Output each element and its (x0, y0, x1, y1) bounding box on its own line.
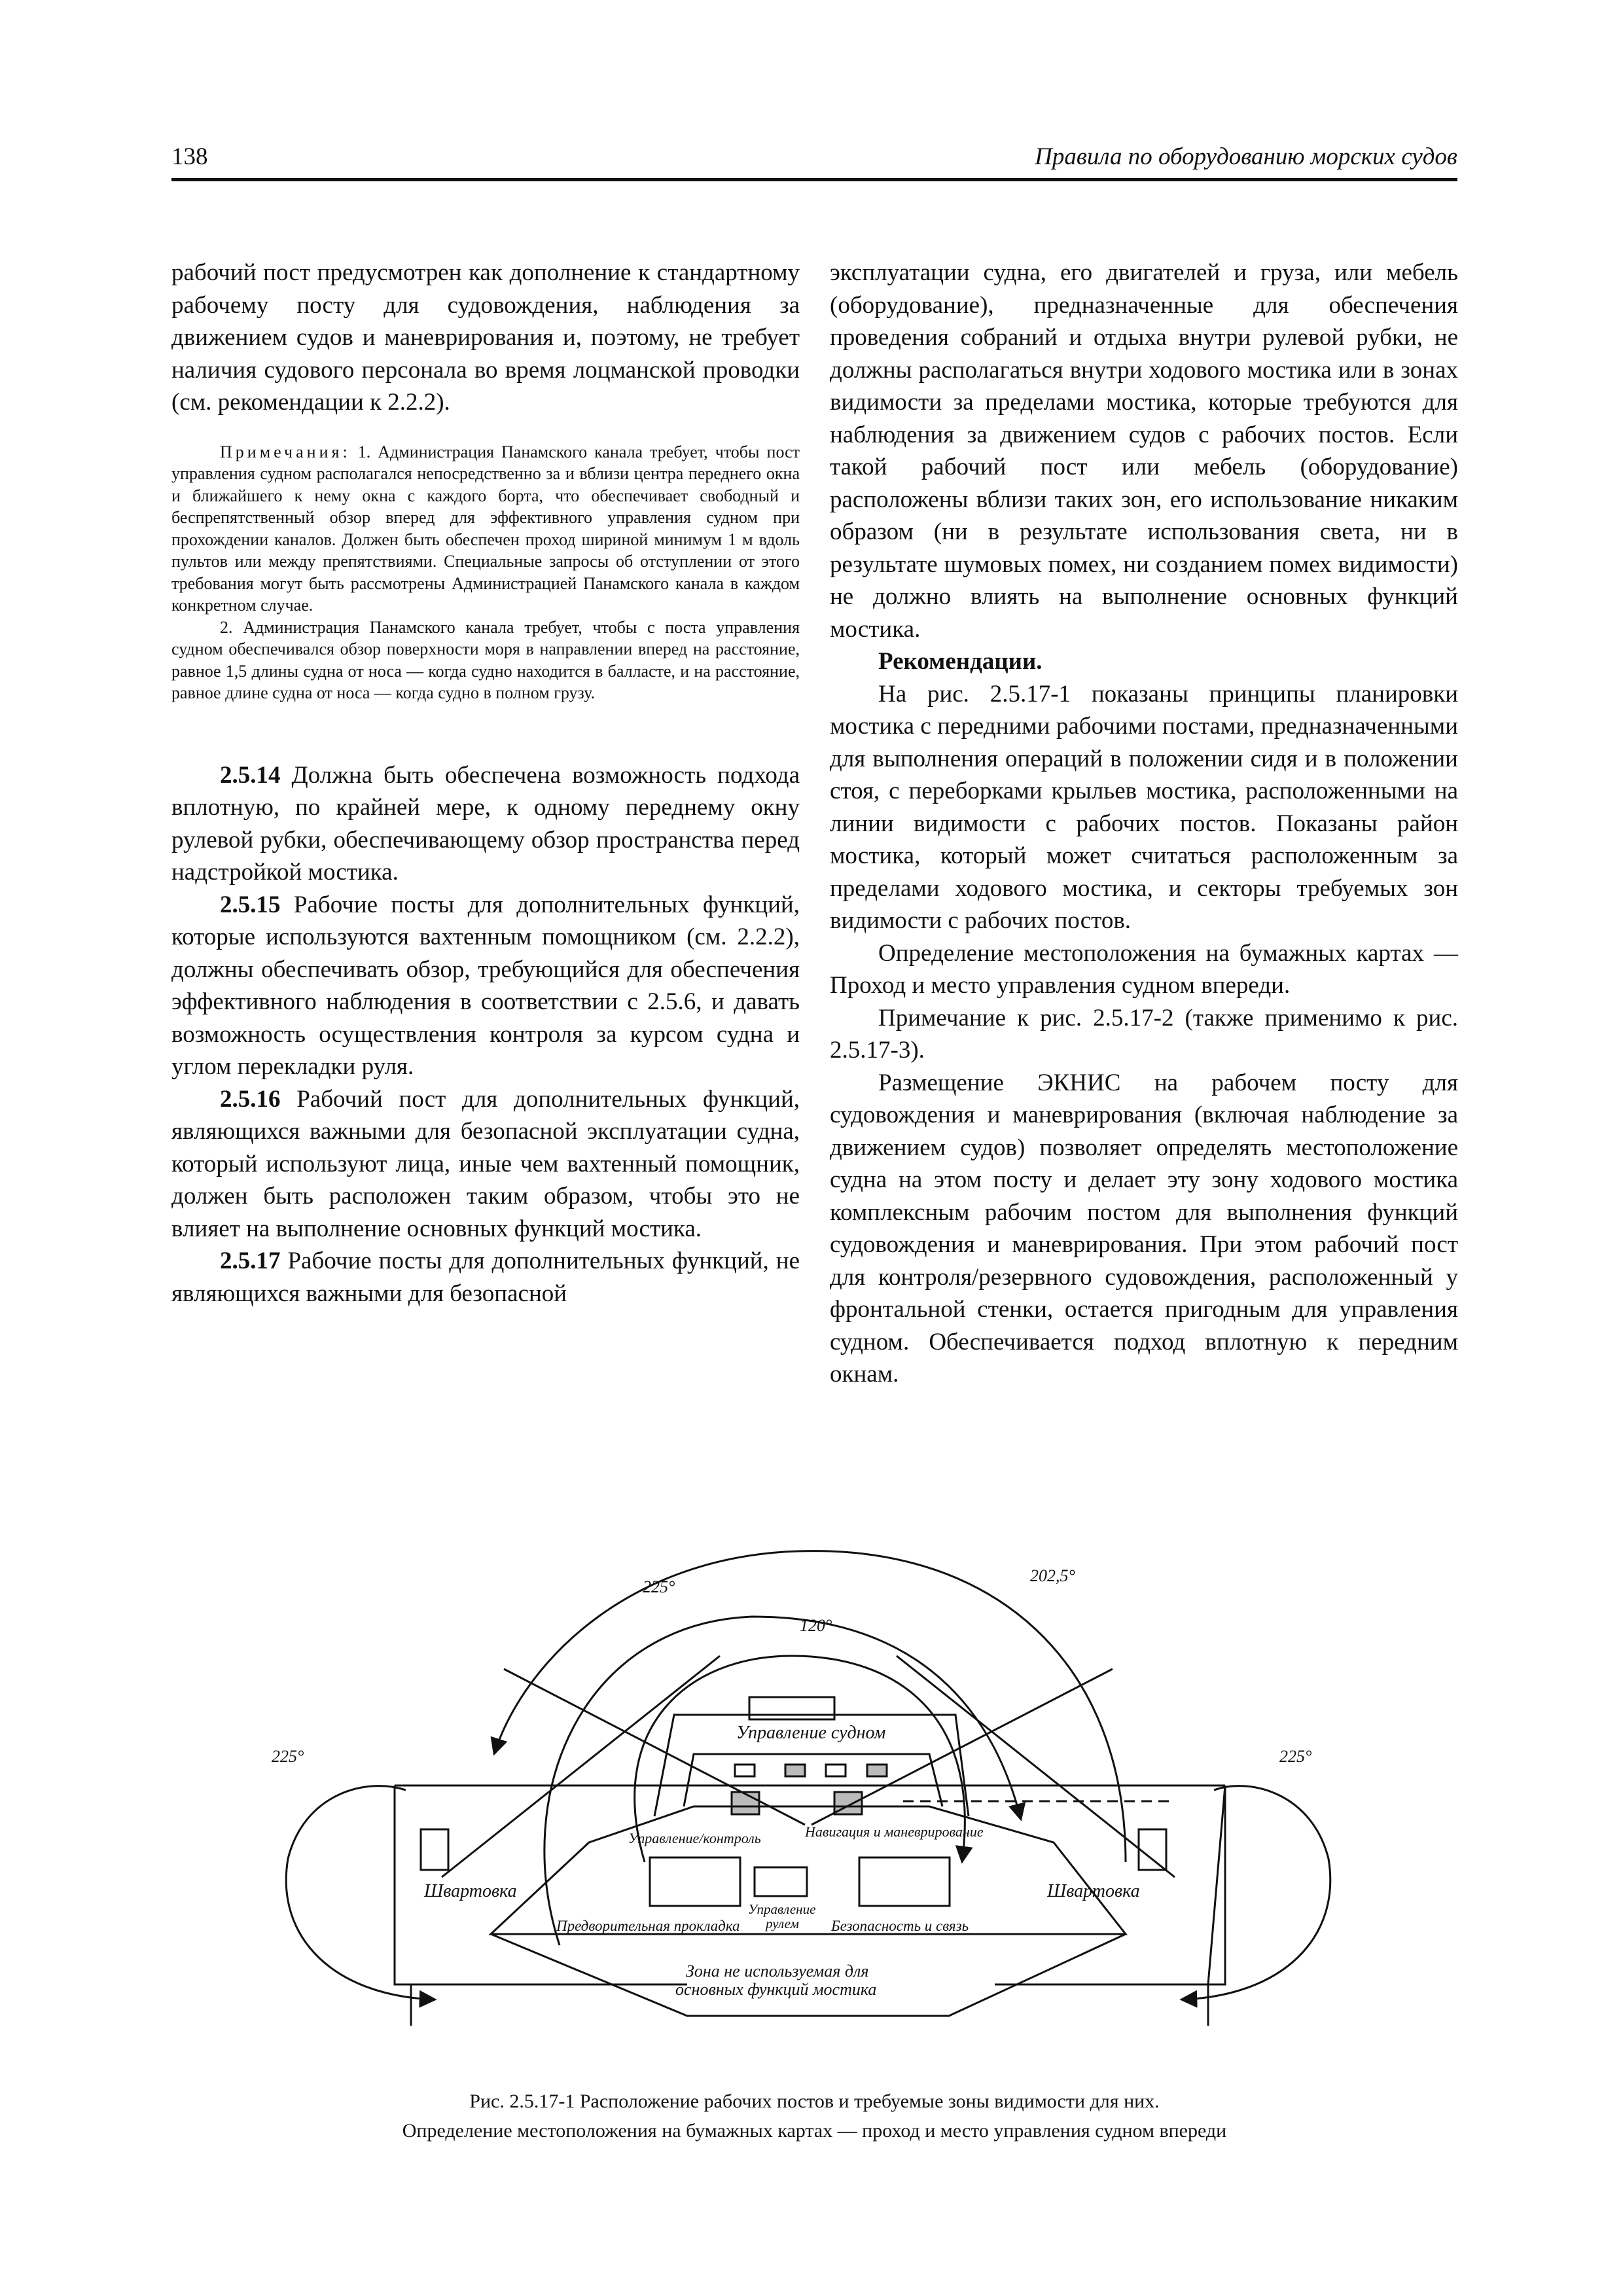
angle-label: 225° (643, 1577, 675, 1596)
section-2-5-14 (171, 759, 800, 889)
label-nav-maneuvering: Навигация и маневрирование (805, 1823, 984, 1840)
section-2-5-16 (171, 1083, 800, 1246)
running-title: Правила по оборудованию морских судов (1035, 143, 1457, 170)
left-column (171, 257, 800, 1310)
page-number: 138 (171, 143, 208, 170)
section-text: Должна быть обеспечена возможность подхода вплотную, по крайней мере, к одному переднему окну рулевой рубки, обеспечивающему обзор пространства перед надстройкой мостика. (171, 761, 800, 886)
angle-label: 120° (800, 1616, 832, 1635)
section-number: 2.5.15 (220, 891, 281, 918)
section-text: Рабочие посты для дополнительных функций, не являющихся важными для безопасной (171, 1247, 800, 1307)
header-rule (171, 178, 1457, 181)
label-safety-comm: Безопасность и связь (831, 1918, 969, 1934)
label-control-monitoring: Управление/контроль (628, 1830, 761, 1846)
section-2-5-17 (171, 1245, 800, 1310)
section-2-5-15 (171, 889, 800, 1083)
notes-label: Примечания: (220, 442, 351, 461)
workstation-box (650, 1857, 740, 1906)
note-2: 2. Администрация Панамского канала требует, чтобы с поста управления судном обеспечивался обзор поверхности моря в направлении вперед на расстояние, равное 1,5 длины судна от носа — когда судно находится в балласте, и на расстояние, равное длине судна от носа — когда судно в полном грузу. (171, 617, 800, 702)
figure-bridge-layout (0, 1518, 1623, 2147)
console-small-box (785, 1765, 805, 1776)
right-column (830, 257, 1458, 1391)
paragraph-continuation: эксплуатации судна, его двигателей и груза, или мебель (оборудование), предназначенные для обеспечения проведения собраний и отдыха внутри рулевой рубки, не должны располагаться внутри ходового мостика или в зонах видимости за пределами мостика, которые требуются для наблюдения за движением судов с рабочих постов. Если такой рабочий пост или мебель (оборудование) расположены вблизи таких зон, его использование никаким образом (ни в результате использования света, ни в результате шумовых помех, ни созданием помех видимости) не должно влиять на выполнение основных функций мостика. (830, 259, 1458, 643)
recommendations-paragraph: На рис. 2.5.17-1 показаны принципы планировки мостика с передними рабочими постами, предназначенными для выполнения операций в положении сидя и в положении стоя, с переборками крыльев мостика, расположенными на линии видимости с рабочих постов. Показаны район мостика, который может считаться расположенным за пределами ходового мостика, и секторы требуемых зон видимости с рабочих постов. (830, 680, 1458, 934)
label-mooring: Швартовка (424, 1881, 517, 1901)
label-steering: рулем (766, 1916, 799, 1931)
label-mooring: Швартовка (1047, 1881, 1140, 1901)
angle-label: 225° (1279, 1747, 1312, 1766)
console-top-box (749, 1697, 834, 1719)
notes-block (171, 441, 800, 704)
sightline (897, 1656, 1175, 1877)
section-text: Рабочий пост для дополнительных функций, являющихся важными для безопасной эксплуатации судна, который используют лица, иные чем вахтенный помощник, должен быть расположен таким образом, чтобы это не влияет на выполнение основных функций мостика. (171, 1085, 800, 1242)
console-inner (684, 1754, 942, 1806)
arc-225-left (286, 1786, 435, 2000)
caption-line: Рис. 2.5.17-1 Расположение рабочих постов и требуемые зоны видимости для них. (469, 2090, 1160, 2112)
console-seat (732, 1792, 759, 1814)
workstation-box (859, 1857, 950, 1906)
mooring-box-left (421, 1829, 448, 1870)
console-small-box (867, 1765, 887, 1776)
label-unused-zone: Зона не используемая для (686, 1962, 869, 1981)
bridge-diagram (0, 1518, 1623, 2147)
section-number: 2.5.14 (220, 761, 281, 789)
label-steering: Управление (748, 1901, 816, 1917)
paragraph-intro: рабочий пост предусмотрен как дополнение к стандартному рабочему посту для судовождения, наблюдения за движением судов и маневрирования и, поэтому, не требует наличия судового персонала во время лоцманской проводки (см. рекомендации к 2.2.2). (171, 259, 800, 416)
recommendations-heading: Рекомендации. (878, 648, 1043, 675)
note-1 (171, 441, 800, 617)
recommendations-paragraph: Примечание к рис. 2.5.17-2 (также применимо к рис. 2.5.17-3). (830, 1004, 1458, 1064)
section-number: 2.5.16 (220, 1085, 281, 1113)
steering-box (755, 1867, 807, 1896)
section-number: 2.5.17 (220, 1247, 281, 1274)
arc-2025 (494, 1551, 1126, 1862)
label-passage-planning: Предворительная прокладка (556, 1918, 740, 1934)
section-text: Рабочие посты для дополнительных функций, которые используются вахтенным помощником (см. 2.2.2), должны обеспечивать обзор, требующийся для обеспечения эффективного наблюдения в соответствии с 2.5.6, и давать возможность осуществления контроля за курсом судна и углом перекладки руля. (171, 891, 800, 1080)
mooring-box-right (1139, 1829, 1166, 1870)
note-1-text: 1. Администрация Панамского канала требует, чтобы пост управления судном располагался непосредственно за и вблизи центра переднего окна и ближайшего к нему окна с каждого борта, что обеспечивает свободный и беспрепятственный обзор вперед для эффективного управления судном при прохождении каналов. Должен быть обеспечен проход шириной минимум 1 м вдоль пультов или между препятствиями. Специальные запросы об отступлении от этого требования могут быть рассмотрены Администрацией Панамского канала в каждом конкретном случае. (171, 442, 800, 615)
console-small-box (826, 1765, 846, 1776)
recommendations-paragraph: Определение местоположения на бумажных картах — Проход и место управления судном впереди. (830, 939, 1458, 999)
recommendations-paragraph: Размещение ЭКНИС на рабочем посту для судовождения и маневрирования (включая наблюдение за движением судов) позволяет определять местоположение судна на этом посту и делает эту зону ходового мостика комплексным рабочим постом для выполнения функций судовождения и маневрирования. При этом рабочий пост для контроля/резервного судовождения, расположенный у фронтальной стенки, остается пригодным для управления судном. Обеспечивается подход вплотную к передним окнам. (830, 1069, 1458, 1388)
label-ship-control: Управление судном (736, 1723, 886, 1743)
angle-label: 202,5° (1030, 1566, 1075, 1585)
arc-225-right (1181, 1786, 1330, 2000)
console-small-box (735, 1765, 755, 1776)
label-unused-zone: основных функций мостика (675, 1980, 877, 1999)
angle-label: 225° (272, 1747, 304, 1766)
caption-line: Определение местоположения на бумажных картах — проход и место управления судном впереди (402, 2120, 1227, 2142)
figure-caption (171, 2087, 1457, 2145)
